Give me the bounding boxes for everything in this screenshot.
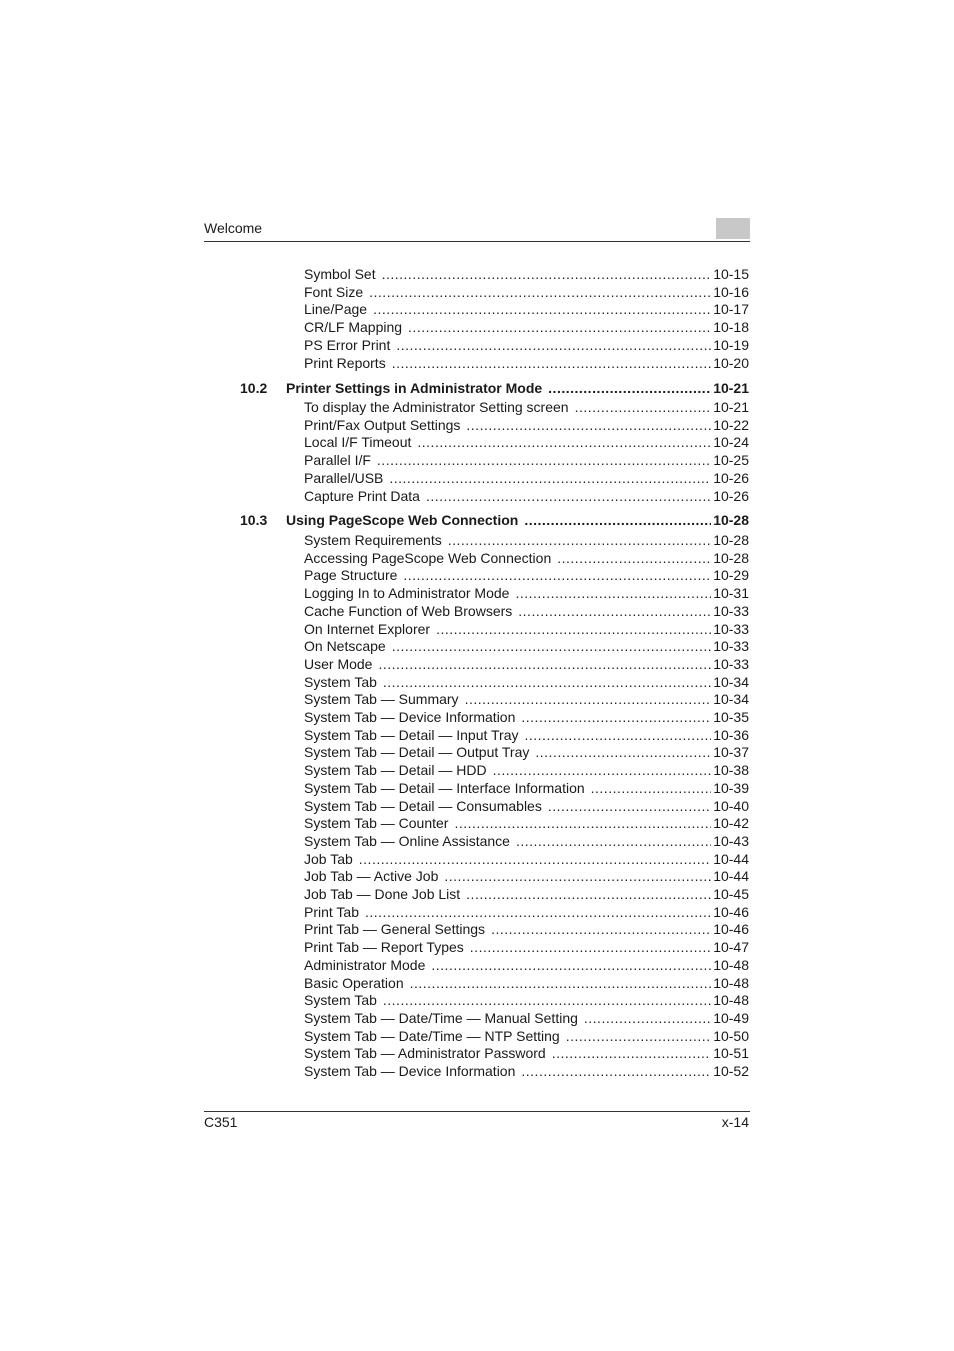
- toc-entry: [304, 833, 749, 851]
- dot-leader: [392, 355, 711, 371]
- dot-leader: [493, 762, 712, 778]
- toc-entry-label: On Netscape: [304, 638, 386, 655]
- toc-entry-label: System Tab — Detail — HDD: [304, 762, 487, 779]
- dot-leader: [383, 992, 711, 1008]
- toc-entry-label: Symbol Set: [304, 266, 376, 282]
- toc-entry-label: System Requirements: [304, 532, 442, 548]
- toc-entry-page: 10-28: [713, 549, 749, 566]
- dot-leader: [525, 727, 712, 743]
- toc-entry: [304, 284, 749, 302]
- section-number: 10.2: [240, 380, 268, 396]
- toc-entry-label: System Tab — Detail — Interface Information: [304, 779, 585, 796]
- toc-entry-page: 10-44: [713, 868, 749, 885]
- toc-entry-page: 10-25: [713, 452, 749, 469]
- toc-entry-page: 10-48: [713, 992, 749, 1009]
- toc-entry: [304, 337, 749, 355]
- dot-leader: [521, 1063, 711, 1079]
- toc-entry-page: 10-33: [713, 655, 749, 672]
- dot-leader: [548, 380, 711, 396]
- dot-leader: [431, 957, 711, 973]
- toc-entry-page: 10-31: [713, 585, 749, 602]
- toc-entry-label: Cache Function of Web Browsers: [304, 602, 513, 619]
- toc-entry: [304, 567, 749, 585]
- toc-entry: [304, 1010, 749, 1028]
- footer-divider: [204, 1111, 750, 1112]
- dot-leader: [470, 939, 711, 955]
- toc-entry-label: CR/LF Mapping: [304, 319, 403, 336]
- toc-entry: [304, 399, 749, 417]
- toc-entry-label: System Tab — Summary: [304, 691, 459, 708]
- dot-leader: [359, 851, 711, 867]
- toc-entry-label: System Tab — Detail — Input Tray: [304, 726, 519, 743]
- toc-entry-label: Basic Operation: [304, 974, 404, 991]
- toc-entry: [304, 975, 749, 993]
- header-title: Welcome: [204, 220, 263, 236]
- toc-entry-page: 10-44: [713, 850, 749, 867]
- toc-entry-page: 10-42: [713, 815, 749, 832]
- toc-entry: [304, 674, 749, 692]
- toc-entry-page: 10-40: [713, 797, 749, 814]
- toc-entry-page: 10-48: [713, 956, 749, 973]
- toc-entry: [304, 744, 749, 762]
- dot-leader: [382, 266, 712, 282]
- toc-entry-label: Logging In to Administrator Mode: [304, 585, 510, 602]
- section-title: Using PageScope Web Connection: [286, 512, 519, 528]
- header-tab-marker: [716, 218, 750, 239]
- toc-entry: [304, 656, 749, 674]
- toc-entry: [304, 452, 749, 470]
- toc-entry-page: 10-34: [713, 691, 749, 708]
- dot-leader: [466, 417, 711, 433]
- dot-leader: [365, 904, 711, 920]
- toc-entry-page: 10-36: [713, 726, 749, 743]
- dot-leader: [444, 868, 711, 884]
- toc-entry-label: System Tab — Date/Time — NTP Setting: [304, 1027, 560, 1044]
- dot-leader: [383, 674, 711, 690]
- toc-entry: [304, 957, 749, 975]
- toc-entry-label: System Tab: [304, 673, 377, 690]
- toc-entry-page: 10-37: [713, 744, 749, 761]
- toc-entry-label: Print Tab: [304, 903, 359, 920]
- toc-entry: [304, 709, 749, 727]
- dot-leader: [584, 1010, 711, 1026]
- dot-leader: [591, 780, 712, 796]
- toc-entry-page: 10-45: [713, 886, 749, 902]
- toc-entry-label: Job Tab: [304, 850, 353, 867]
- toc-entry-page: 10-29: [713, 567, 749, 584]
- section-page: 10-21: [713, 380, 749, 396]
- dot-leader: [410, 975, 712, 991]
- dot-leader: [466, 886, 711, 902]
- dot-leader: [516, 833, 711, 849]
- toc-entry-page: 10-33: [713, 620, 749, 637]
- toc-entry: [304, 266, 749, 284]
- dot-leader: [436, 621, 711, 637]
- toc-entry-page: 10-47: [713, 939, 749, 956]
- toc-entry: [304, 1028, 749, 1046]
- dot-leader: [518, 603, 711, 619]
- toc-entry-label: Capture Print Data: [304, 487, 420, 504]
- toc-entry-page: 10-48: [713, 974, 749, 991]
- toc-entry-label: Print/Fax Output Settings: [304, 416, 461, 433]
- dot-leader: [566, 1028, 711, 1044]
- toc-entry-page: 10-38: [713, 762, 749, 779]
- toc-entry: [304, 417, 749, 435]
- toc-entry-page: 10-46: [713, 903, 749, 920]
- toc-entry: [304, 550, 749, 568]
- toc-entry-label: To display the Administrator Setting screen: [304, 399, 569, 415]
- toc-entry: [304, 319, 749, 337]
- dot-leader: [369, 284, 711, 300]
- toc-entry-label: System Tab — Administrator Password: [304, 1045, 546, 1062]
- toc-entry: [304, 691, 749, 709]
- toc-entry-page: 10-39: [713, 779, 749, 796]
- toc-entry-page: 10-43: [713, 832, 749, 849]
- toc-entry-label: Print Tab — Report Types: [304, 939, 464, 956]
- toc-entry: [304, 603, 749, 621]
- header-divider: [204, 241, 750, 242]
- toc-entry-page: 10-52: [713, 1063, 749, 1079]
- toc-entry: [304, 798, 749, 816]
- dot-leader: [575, 399, 712, 415]
- toc-entry-label: Job Tab — Active Job: [304, 868, 439, 885]
- toc-entry-page: 10-16: [713, 283, 749, 300]
- toc-entry: [304, 488, 749, 506]
- dot-leader: [408, 319, 711, 335]
- toc-entry: [304, 921, 749, 939]
- toc-entry: [304, 585, 749, 603]
- dot-leader: [396, 337, 711, 353]
- toc-entry-label: System Tab — Detail — Consumables: [304, 797, 542, 814]
- toc-entry-label: Print Tab — General Settings: [304, 921, 486, 938]
- toc-entry-page: 10-35: [713, 709, 749, 725]
- toc-entry-page: 10-26: [713, 487, 749, 504]
- toc-entry-label: Parallel/USB: [304, 469, 384, 486]
- toc-entry-label: PS Error Print: [304, 336, 391, 353]
- toc-entry-label: Font Size: [304, 283, 364, 300]
- dot-leader: [378, 656, 711, 672]
- dot-leader: [491, 921, 711, 937]
- toc-entry-page: 10-20: [713, 354, 749, 371]
- toc-entry: [304, 762, 749, 780]
- section-title: Printer Settings in Administrator Mode: [286, 380, 543, 396]
- toc-entry-label: Page Structure: [304, 567, 398, 584]
- toc-entry: [304, 868, 749, 886]
- dot-leader: [426, 488, 711, 504]
- toc-entry-label: System Tab — Detail — Output Tray: [304, 744, 530, 761]
- dot-leader: [454, 815, 711, 831]
- toc-section-heading: [240, 380, 749, 398]
- toc-entry: [304, 638, 749, 656]
- toc-entry: [304, 621, 749, 639]
- toc-entry-label: Parallel I/F: [304, 452, 371, 469]
- toc-entry-label: Local I/F Timeout: [304, 434, 412, 451]
- toc-entry-page: 10-21: [713, 399, 749, 415]
- toc-entry-label: System Tab — Online Assistance: [304, 832, 510, 849]
- footer-page-number: x-14: [721, 1114, 749, 1130]
- dot-leader: [552, 1045, 711, 1061]
- dot-leader: [389, 470, 711, 486]
- toc-entry: [304, 815, 749, 833]
- toc-entry-page: 10-18: [713, 319, 749, 336]
- toc-entry-label: System Tab — Device Information: [304, 1063, 516, 1079]
- toc-entry-page: 10-17: [713, 301, 749, 318]
- toc-entry-page: 10-24: [713, 434, 749, 451]
- toc-entry-label: On Internet Explorer: [304, 620, 431, 637]
- toc-entry: [304, 780, 749, 798]
- toc-entry-page: 10-33: [713, 638, 749, 655]
- dot-leader: [515, 585, 711, 601]
- toc-entry-page: 10-15: [713, 266, 749, 282]
- dot-leader: [548, 798, 711, 814]
- toc-entry: [304, 1063, 749, 1081]
- toc-entry-label: System Tab — Counter: [304, 815, 449, 832]
- toc-section-heading: [240, 512, 749, 530]
- section-page: 10-28: [713, 512, 749, 528]
- toc-entry-page: 10-33: [713, 602, 749, 619]
- toc-entry-page: 10-26: [713, 469, 749, 486]
- toc-entry: [304, 301, 749, 319]
- toc-entry-label: Line/Page: [304, 301, 368, 318]
- dot-leader: [392, 638, 711, 654]
- dot-leader: [524, 512, 711, 528]
- toc-entry-label: Job Tab — Done Job List: [304, 886, 461, 902]
- toc-entry: [304, 532, 749, 550]
- toc-entry-page: 10-50: [713, 1027, 749, 1044]
- toc-entry-label: User Mode: [304, 655, 373, 672]
- dot-leader: [403, 567, 711, 583]
- dot-leader: [521, 709, 711, 725]
- toc-entry: [304, 1045, 749, 1063]
- toc-entry: [304, 992, 749, 1010]
- toc-entry-page: 10-19: [713, 336, 749, 353]
- dot-leader: [417, 434, 711, 450]
- toc-entry-label: System Tab — Device Information: [304, 709, 516, 725]
- toc-entry: [304, 851, 749, 869]
- dot-leader: [373, 301, 711, 317]
- dot-leader: [557, 550, 711, 566]
- dot-leader: [448, 532, 711, 548]
- toc-entry: [304, 904, 749, 922]
- section-number: 10.3: [240, 512, 268, 528]
- toc-entry-page: 10-22: [713, 416, 749, 433]
- toc-entry: [304, 434, 749, 452]
- toc-entry: [304, 470, 749, 488]
- toc-entry: [304, 727, 749, 745]
- toc-entry-label: System Tab: [304, 992, 377, 1009]
- dot-leader: [377, 452, 711, 468]
- toc-entry-label: Accessing PageScope Web Connection: [304, 549, 552, 566]
- toc-entry-label: Print Reports: [304, 354, 386, 371]
- toc-entry-page: 10-28: [713, 532, 749, 548]
- dot-leader: [535, 744, 711, 760]
- toc-entry-label: System Tab — Date/Time — Manual Setting: [304, 1009, 578, 1026]
- toc-entry-page: 10-49: [713, 1009, 749, 1026]
- toc-entry-label: Administrator Mode: [304, 956, 426, 973]
- dot-leader: [465, 691, 712, 707]
- toc-entry-page: 10-51: [713, 1045, 749, 1062]
- footer-model: C351: [204, 1114, 238, 1130]
- toc-entry-page: 10-34: [713, 673, 749, 690]
- toc-entry: [304, 355, 749, 373]
- toc-entry: [304, 939, 749, 957]
- toc-entry-page: 10-46: [713, 921, 749, 938]
- toc-entry: [304, 886, 749, 904]
